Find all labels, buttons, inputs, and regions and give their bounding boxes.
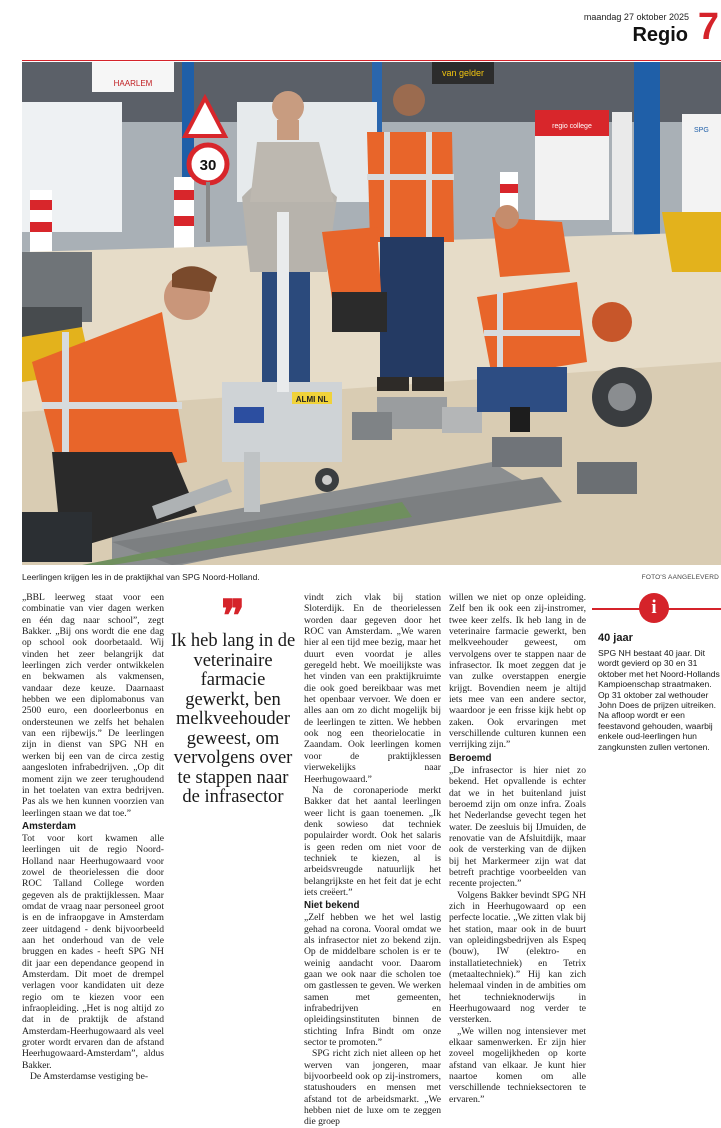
pull-quote-text: Ik heb lang in de veterinaire farmacie gewerkt, ben melkveehouder geweest, om vervolgens over te stappen naar de infrasector [170, 631, 296, 807]
photo-credit: FOTO'S AANGELEVERD [641, 574, 719, 581]
photo-illustration [22, 62, 721, 565]
paragraph: De Amsterdamse vestiging be- [30, 1071, 149, 1083]
article-column-1 [22, 592, 164, 1082]
speed-sign-value: 30 [199, 157, 217, 174]
paragraph: SPG richt zich niet alleen op het werven van jongeren, maar bijvoorbeeld ook op zij-instromers, statushouders en mensen met afstand tot de arbeidsmarkt. „We hebben niet de luxe om te zeggen die groep [304, 1048, 441, 1128]
info-text: SPG NH bestaat 40 jaar. Dit wordt gevierd op 30 en 31 oktober met het Noord-Hollands Kampioenschap straatmaken. Op 31 oktober zal wethouder John Does de prijzen uitreiken. Na afloop wordt er een feestavond gehouden, waarbij enkele oud-leerlingen hun zangkunsten zullen vertonen. [598, 648, 720, 752]
sign-van-gelder: van gelder [441, 68, 485, 78]
page-number: 7 [697, 6, 719, 48]
article-column-3 [449, 592, 586, 1105]
article-column-2 [304, 592, 441, 1128]
paragraph: „Zelf hebben we het wel lastig gehad na corona. Vooral omdat we als infrasector niet zo bekend zijn. Op de middelbare scholen is er te weinig aandacht voor. Daarom gaan we ook naar die scholen toe om gastlessen te geven. We werken samen met gemeenten, infrabedrijven en opleidingsinstituten binnen de stichting Infra Bindt om onze sector te promoten.” [304, 912, 441, 1049]
header-rule [22, 60, 721, 61]
quote-mark-icon: ❞ [221, 592, 245, 641]
section-title: Regio [632, 24, 688, 46]
paragraph: Tot voor kort kwamen alle leerlingen uit de regio Noord-Holland naar Heerhugowaard voor zowel de theorielessen die door ROC Talland College worden gegeven als de praktijklessen. Maar omdat de vraag naar personeel groot is en de infraopgave in Amsterdam zeer uitdagend - denk bijvoorbeeld aan het onderhoud van de vele bruggen en kades - heeft SPG NH dit jaar een dependance geopend in Amsterdam. Dit moet de drempel verlagen voor kandidaten uit deze regio om te kiezen voor een infraopleiding. „Het is nog altijd zo dat in de praktijk de afstand Amsterdam-Heerhugowaard als veel groter wordt ervaren dan de afstand Heerhugowaard-Amsterdam”, aldus Bakker. [22, 832, 164, 1071]
subheading-niet-bekend: Niet bekend [304, 900, 360, 912]
subheading-beroemd: Beroemd [449, 752, 492, 764]
pull-quote [168, 590, 298, 808]
issue-date: maandag 27 oktober 2025 [583, 12, 689, 22]
paragraph: „BBL leerweg staat voor een combinatie van vier dagen werken en één dag naar school”, zegt Bakker. „Bij ons wordt die ene dag op school ook doorbetaald. Wij vinden het zeer belangrijk dat leerlingen zich verder ontwikkelen en bekwamen als vakmensen, vandaar deze keuze. Daarnaast hebben we een diplomabonus van 2500 euro, een doorleerbonus en ondersteunen we zelfs het behalen van een rijbewijs.” De leerlingen zijn in dienst van SPG NH en werken bij een van de circa zestig aangesloten infrabedrijven. „Op dit moment zijn we zeer terughoudend in het toelaten van extra bedrijven. Pas als we hen kunnen voorzien van leerlingen staan we dat toe.” [22, 592, 164, 819]
paragraph: „We willen nog intensiever met elkaar samenwerken. Er zijn hier zoveel mogelijkheden op korte afstand van elkaar. Je kunt hier naartoe komen om alle verschillende technieksectoren te ervaren.” [449, 1025, 586, 1105]
sign-regio-college: regio college [552, 123, 592, 130]
machine-label: ALMI NL [295, 395, 329, 404]
paragraph: „De infrasector is hier niet zo bekend. Het opvallende is echter dat we in het buitenland juist beroemd zijn om onze infra. Zoals het Nederlandse gevecht tegen het water. De zeesluis bij IJmuiden, de renovatie van de Afsluitdijk, maar ook de versterking van de dijken bij het Markermeer zijn wat dat betreft prachtige voorbeelden van recente projecten.” [449, 764, 586, 890]
info-icon: i [639, 593, 669, 623]
subheading-amsterdam: Amsterdam [22, 820, 76, 832]
main-photo [22, 62, 721, 565]
sign-spg: SPG [694, 127, 709, 134]
masthead [0, 0, 721, 58]
paragraph: Na de coronaperiode merkt Bakker dat het aantal leerlingen weer licht is gaan toenemen. „Ik denk sowieso dat techniek populairder wordt. Ook het salaris is geen reden om niet voor de techniek te kiezen, al is arbeidsvreugde natuurlijk het belangrijkste en het feit dat je echt iets creëert.” [304, 784, 441, 898]
paragraph: willen we niet op onze opleiding. Zelf ben ik ook een zij-instromer, twee keer zelfs. Ik heb lang in de veterinaire farmacie gewerkt, ben melkveehouder geweest, om vervolgens over te stappen naar de infrasector. Ik moet zeggen dat je van zulke overstappen energie krijgt. Bovendien neem je altijd iets mee van een andere sector, waardoor je een frisse kijk hebt op zaken. Ook ervaringen met verschillende culturen kunnen een verrijking zijn.” [449, 592, 586, 751]
paragraph: Volgens Bakker bevindt SPG NH zich in Heerhugowaard op een perfecte locatie. „We zitten vlak bij het station, maar ook in de buurt van opleidingsbedrijven als Espeq (bouw), IW (elektro- en installatietechniek) en Tetrix (metaaltechniek).” Hij kan zich helemaal vinden in de ambities om het technieknoderwijs in Heerhugowaard nog verder te versterken. [449, 889, 586, 1026]
photo-caption: Leerlingen krijgen les in de praktijkhal van SPG Noord-Holland. [22, 572, 260, 582]
paragraph: vindt zich vlak bij station Sloterdijk. En de theorielessen worden daar gegeven door het ROC van Amsterdam. „We waren hier al een tijd mee bezig, maar het duurt even voordat je alles geregeld hebt. We moeilijkste was het vinden van een praktijkruimte die ook goed bereikbaar was met het openbaar vervoer. We doen er alles aan om zo dicht mogelijk bij de leerlingen te zitten. We hebben ook nog een theorielocatie in Zaandam. Ook leerlingen komen voor de praktijklessen vierwekelijks naar Heerhugowaard.” [304, 592, 441, 785]
info-heading: 40 jaar [598, 632, 633, 644]
sign-haarlem: HAARLEM [113, 79, 153, 88]
